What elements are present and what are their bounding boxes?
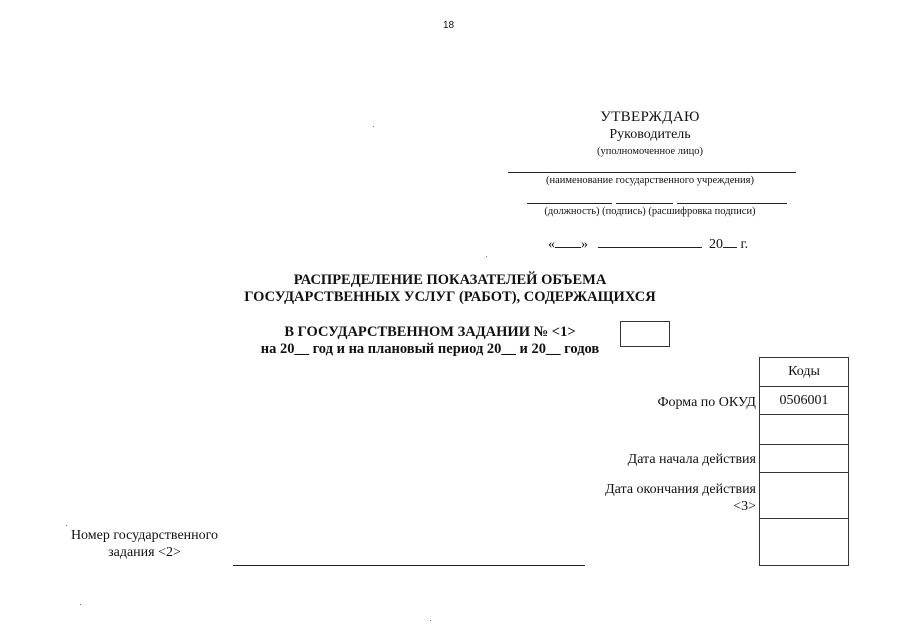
scan-speck (486, 256, 487, 257)
date-year-suffix: г. (740, 237, 749, 252)
empty-code-cell (760, 415, 849, 445)
codes-table (759, 357, 849, 566)
date-year-blank (723, 235, 737, 248)
institution-note: (наименование государственного учреждения) (546, 175, 754, 186)
task-number-label-line1: Номер государственного (70, 528, 219, 543)
document-title-line2: ГОСУДАРСТВЕННЫХ УСЛУГ (РАБОТ), СОДЕРЖАЩИХСЯ (244, 289, 656, 305)
okud-code-cell: 0506001 (760, 387, 849, 415)
codes-header: Коды (760, 358, 849, 387)
signature-line (616, 203, 673, 204)
okud-form-label: Форма по ОКУД (657, 395, 756, 410)
scan-speck (430, 620, 431, 621)
end-date-cell (760, 473, 849, 519)
task-number-cell (760, 519, 849, 566)
document-title-line3: В ГОСУДАРСТВЕННОМ ЗАДАНИИ № <1> (284, 324, 576, 340)
approval-role: Руководитель (609, 127, 691, 142)
approval-authority-note: (уполномоченное лицо) (596, 146, 704, 157)
task-number-label-line2: задания <2> (108, 545, 181, 560)
date-year-prefix: 20 (709, 237, 723, 252)
date-open-quote: « (548, 237, 555, 252)
task-number-box (620, 321, 670, 347)
signature-decode-line (677, 203, 787, 204)
institution-name-line (508, 172, 796, 173)
start-date-label: Дата начала действия (627, 452, 756, 467)
task-number-label (62, 527, 227, 561)
end-date-label-line1: Дата окончания действия (605, 482, 756, 497)
approval-title: УТВЕРЖДАЮ (600, 109, 700, 125)
task-number-line (233, 565, 585, 566)
date-day-blank (555, 235, 581, 248)
approval-date-line (548, 235, 748, 253)
date-close-quote: » (581, 237, 588, 252)
signature-note: (должность) (подпись) (расшифровка подписи) (544, 206, 756, 217)
document-title-line1: РАСПРЕДЕЛЕНИЕ ПОКАЗАТЕЛЕЙ ОБЪЕМА (293, 272, 607, 288)
scan-speck (66, 525, 67, 526)
end-date-label-line2: <3> (733, 499, 756, 514)
date-month-blank (598, 235, 702, 248)
start-date-cell (760, 445, 849, 473)
end-date-label (605, 481, 756, 515)
position-line (527, 203, 612, 204)
scan-speck (80, 604, 81, 605)
scan-speck (373, 126, 374, 127)
page-number: 18 (443, 20, 455, 31)
document-title-line4: на 20__ год и на плановый период 20__ и 20__ годов (260, 341, 600, 357)
